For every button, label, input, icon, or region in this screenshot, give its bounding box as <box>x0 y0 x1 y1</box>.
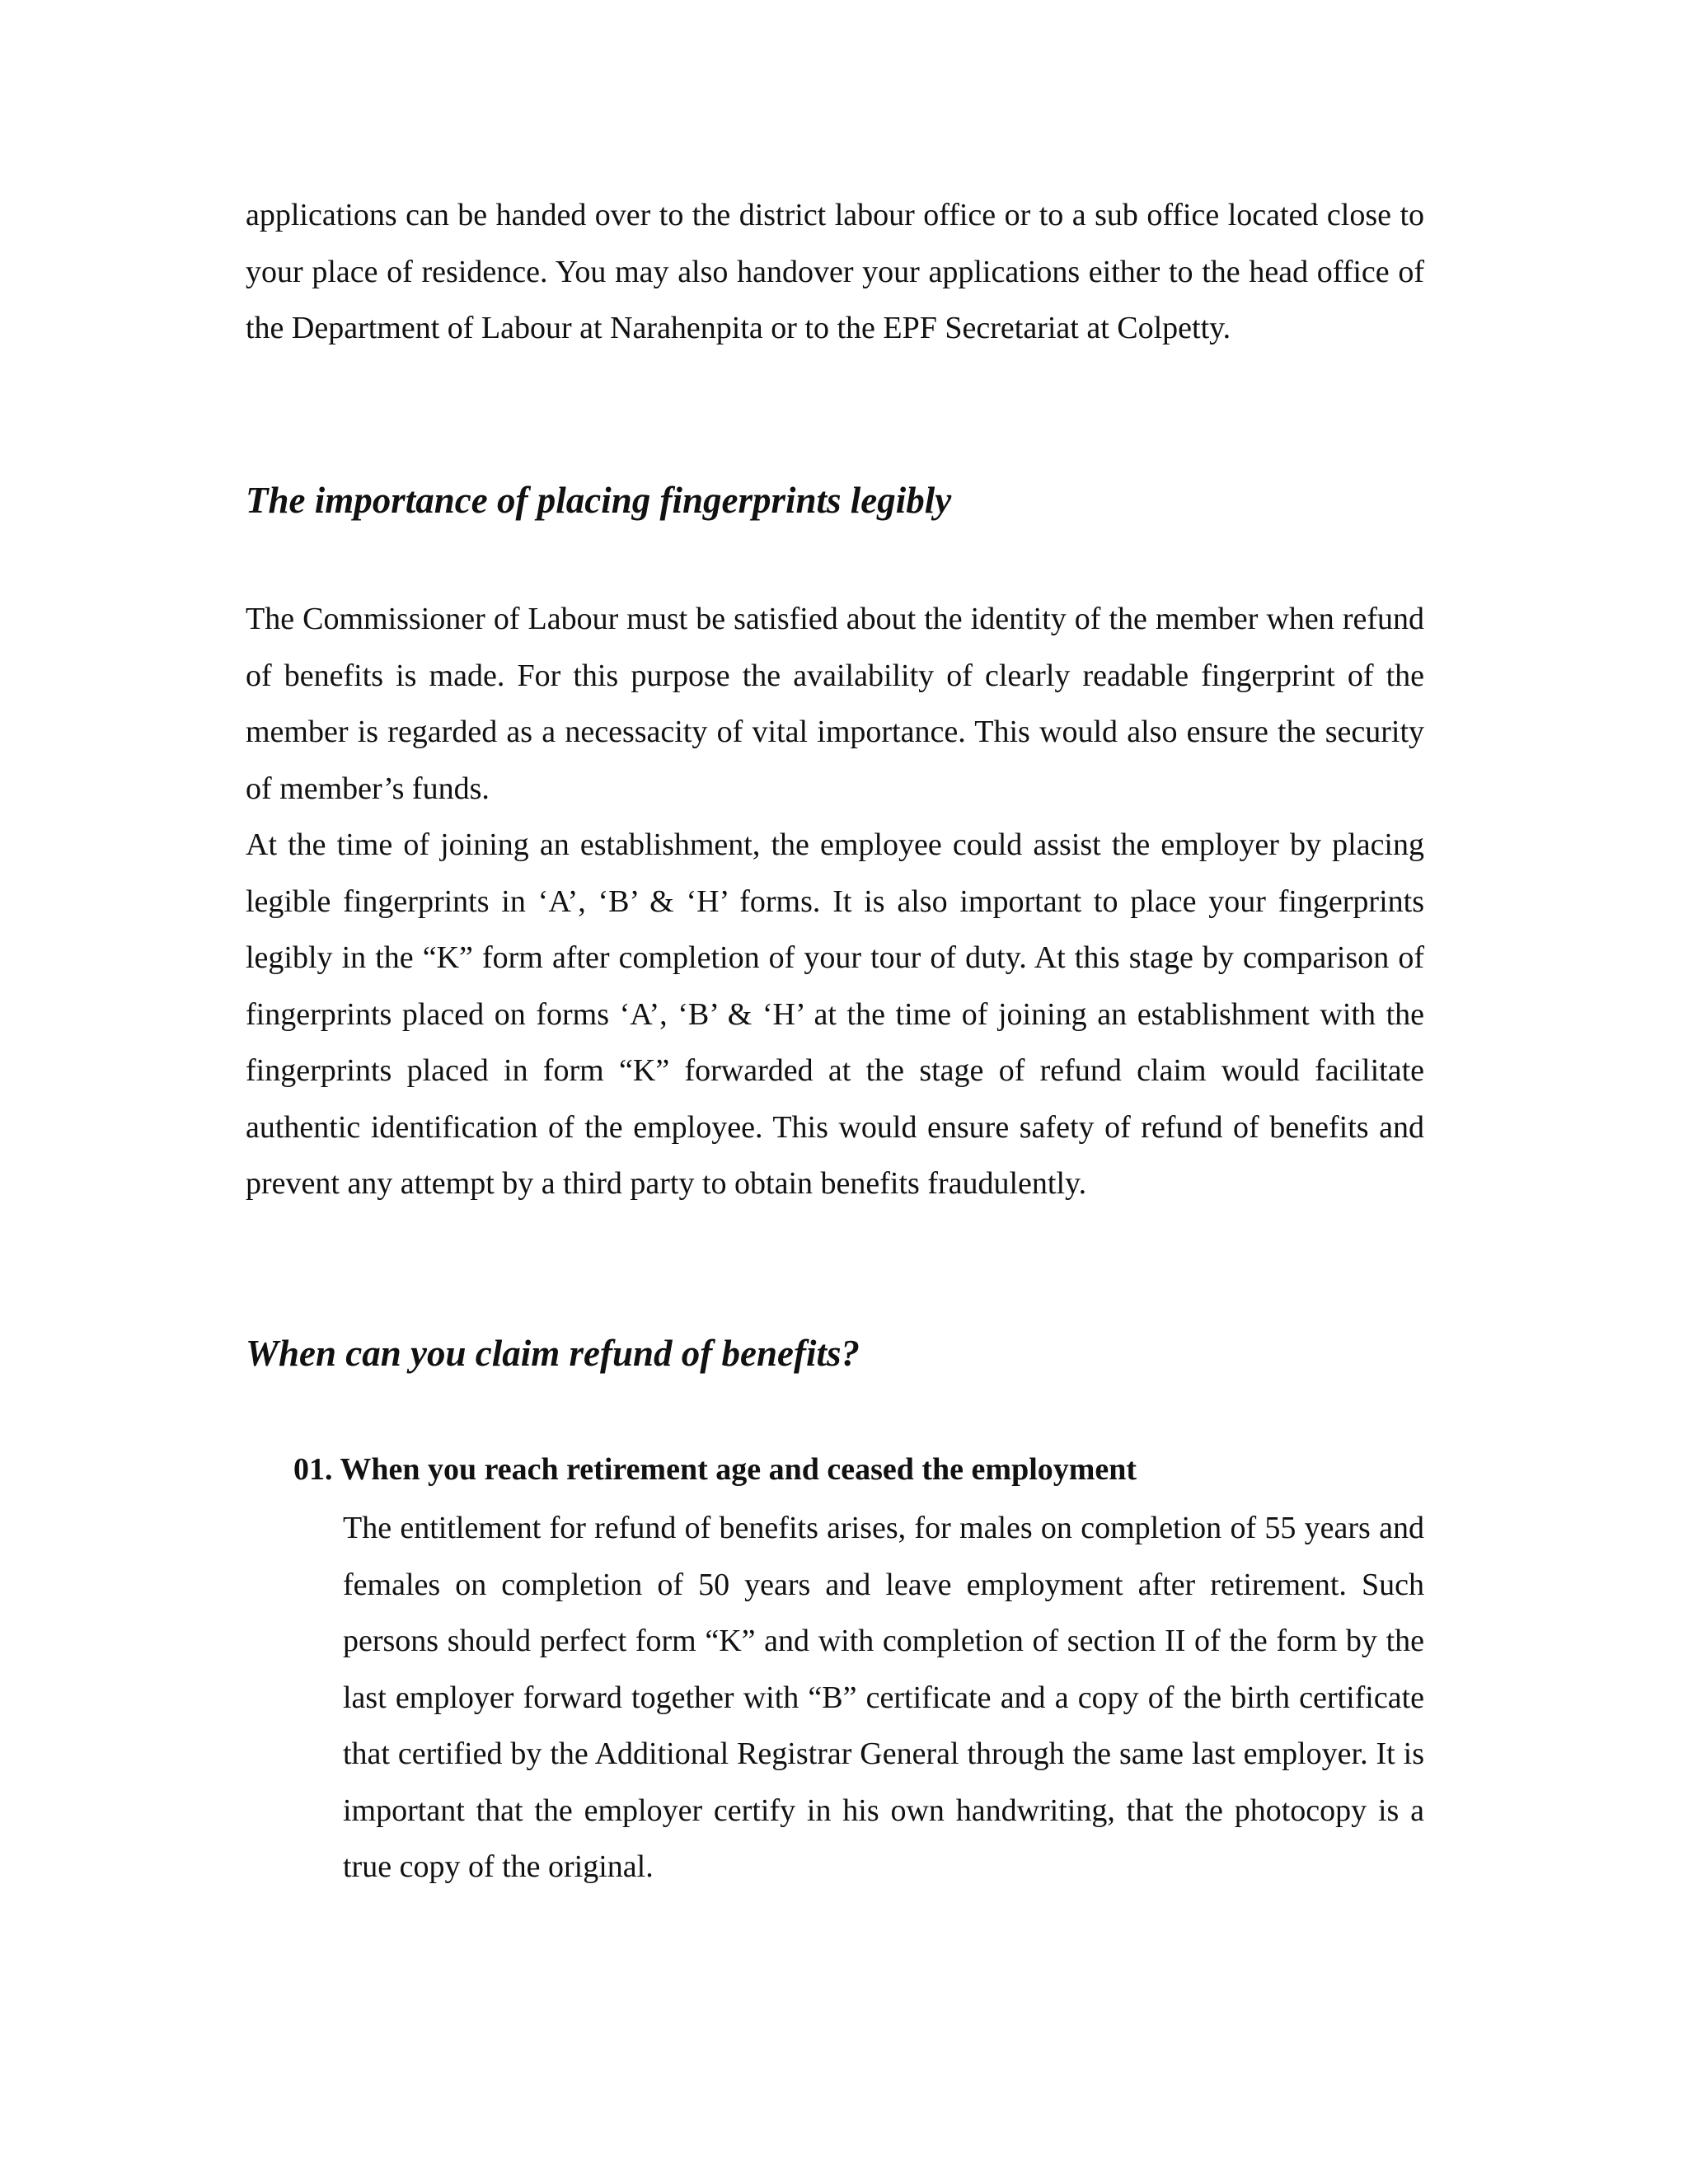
section-heading-claim-refund: When can you claim refund of benefits? <box>246 1333 860 1374</box>
section-heading-fingerprints: The importance of placing fingerprints legibly <box>246 480 952 521</box>
fingerprints-paragraph-1: The Commissioner of Labour must be satisfied about the identity of the member when refund of benefits is made. For this purpose the availability of clearly readable fingerprint of the member is regarded as a necessacity of vital importance. This would also ensure the security of member’s funds. <box>246 602 1424 806</box>
list-item-body-retirement: The entitlement for refund of benefits arises, for males on completion of 55 years and females on completion of 50 years and leave employment after retirement. Such persons should perfect form “K” and with completion of section II of the form by the last employer forward together with “B” certificate and a copy of the birth certificate that certified by the Additional Registrar General through the same last employer. It is important that the employer certify in his own handwriting, that the photocopy is a true copy of the original. <box>343 1511 1424 1884</box>
fingerprints-paragraph-2: At the time of joining an establishment, the employee could assist the employer by placing legible fingerprints in ‘A’, ‘B’ & ‘H’ forms. It is also important to place your fingerprints legibly in the “K” form after completion of your tour of duty. At this stage by comparison of fingerprints placed on forms ‘A’, ‘B’ & ‘H’ at the time of joining an establishment with the fingerprints placed in form “K” forwarded at the stage of refund claim would facilitate authentic identification of the employee. This would ensure safety of refund of benefits and prevent any attempt by a third party to obtain benefits fraudulently. <box>246 827 1424 1201</box>
list-item-heading-retirement: 01. When you reach retirement age and ceased the employment <box>293 1452 1137 1487</box>
intro-paragraph: applications can be handed over to the district labour office or to a sub office located close to your place of residence. You may also handover your applications either to the head office of the Department of Labour at Narahenpita or to the EPF Secretariat at Colpetty. <box>246 198 1424 345</box>
